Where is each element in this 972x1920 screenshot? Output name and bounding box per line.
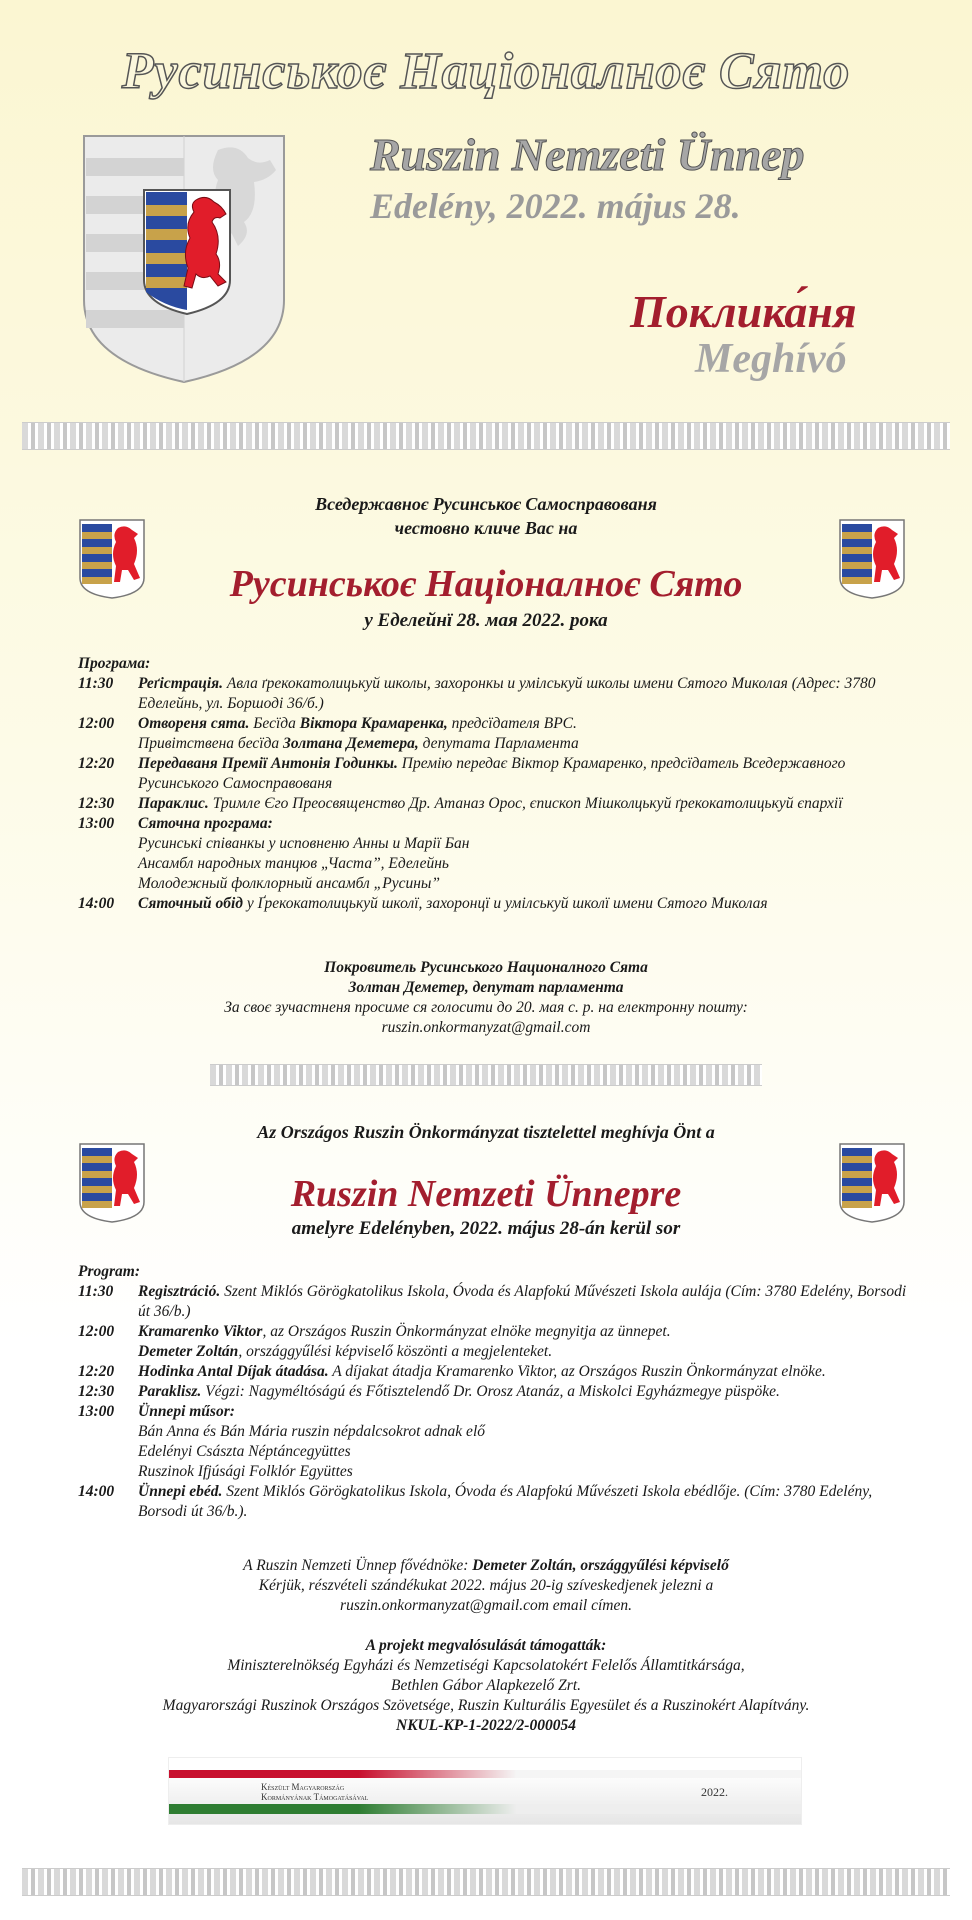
program-item [78, 1482, 910, 1522]
support-line: Bethlen Gábor Alapkezelő Zrt. [391, 1677, 581, 1694]
hungarian-intro: Az Országos Ruszin Önkormányzat tisztelettel meghívja Önt a [257, 1122, 715, 1142]
rusyn-program [78, 654, 910, 914]
program-text: , országgyűlési képviselő köszönti a megjelenteket. [238, 1343, 553, 1360]
program-time: 13:00 [78, 815, 115, 832]
register-line: За своє зучастненя просиме ся голосити до 20. мая с. р. на електронну пошту: [224, 999, 748, 1016]
page-title-hungarian: Ruszin Nemzeti Ünnep [370, 129, 805, 180]
program-text: Ruszinok Ifjúsági Folklór Együttes [138, 1463, 353, 1480]
program-text: Szent Miklós Görögkatolikus Iskola, Óvoda és Alapfokú Művészeti Iskola ebédlője. (Cím: 3780 Edelény, Borsodi út 36/b.). [138, 1483, 873, 1520]
program-title: Ünnepi ebéd. [138, 1483, 223, 1500]
hungarian-event-place: amelyre Edelényben, 2022. május 28-án kerül sor [291, 1218, 681, 1239]
program-title: Отвореня сята. [138, 715, 250, 732]
program-item [78, 814, 910, 894]
program-text: Русинські співанкы у исповненю Анны и Марії Бан [138, 835, 470, 852]
email-address: ruszin.onkormanyzat@gmail.com [381, 1019, 591, 1036]
register-line: Kérjük, részvételi szándékukat 2022. május 20-ig szíveskedjenek jelezni a [258, 1577, 714, 1594]
patron-prefix: A Ruszin Nemzeti Ünnep fővédnöke: [243, 1557, 473, 1574]
program-item [78, 1402, 910, 1482]
rusyn-event-title: Русинськоє Націоналноє Сято [229, 563, 743, 605]
program-text: Végzi: Nagyméltóságú és Főtisztelendő Dr. Orosz Atanáz, a Miskolci Egyházmegye püspöke. [201, 1383, 780, 1400]
program-time: 14:00 [78, 895, 115, 912]
program-text: Szent Miklós Görögkatolikus Iskola, Óvoda és Alapfokú Művészeti Iskola aulája (Cím: 3780 Edelény, Borsodi út 36/b.) [138, 1283, 907, 1320]
program-text: депутата Парламента [418, 735, 579, 752]
program-item [78, 894, 910, 914]
rusyn-intro [60, 492, 912, 540]
hungarian-event-title: Ruszin Nemzeti Ünnepre [290, 1173, 682, 1215]
program-text: Молодежный фолклорный ансамбл „Русины” [138, 875, 441, 892]
program-text: Bán Anna és Bán Mária ruszin népdalcsokrot adnak elő [138, 1423, 485, 1440]
program-item [78, 674, 910, 714]
program-title: Regisztráció. [138, 1283, 221, 1300]
program-time: 13:00 [78, 1403, 115, 1420]
program-time: 11:30 [78, 675, 114, 692]
support-line: Miniszterelnökség Egyházi és Nemzetiségi Kapcsolatokért Felelős Államtitkársága, [227, 1657, 745, 1674]
logo-text-line: Kormányának Támogatásával [261, 1792, 369, 1802]
page-title-rusyn: Русинськоє Націоналноє Сято [121, 43, 851, 100]
rusyn-intro-line2: честовно кличе Вас на [394, 518, 578, 538]
program-text: A díjakat átadja Kramarenko Viktor, az Országos Ruszin Önkormányzat elnöke. [328, 1363, 826, 1380]
program-text: Тримле Єго Преосвященство Др. Атаназ Орос, єпископ Мішколцькуй ґрекокатолицькуй єпархії [208, 795, 843, 812]
rusyn-event-place: у Еделейнї 28. мая 2022. рока [364, 610, 608, 631]
program-text: Ансамбл народных танцюв „Часта”, Еделейнь [138, 855, 449, 872]
program-time: 14:00 [78, 1483, 115, 1500]
program-item [78, 1282, 910, 1322]
ornamental-divider [22, 1868, 950, 1896]
program-text: Привітствена бесїда [138, 735, 284, 752]
program-text: предсїдателя ВРС. [447, 715, 577, 732]
support-line: Magyarországi Ruszinok Országos Szövetsége, Ruszin Kulturális Egyesület és a Ruszinokért Alapítvány. [162, 1697, 810, 1714]
hungarian-program [78, 1262, 910, 1522]
ornamental-divider [210, 1064, 762, 1086]
program-item [78, 1322, 910, 1362]
program-item [78, 794, 910, 814]
hungarian-patron-block [60, 1556, 912, 1616]
program-title: Параклис. [138, 795, 209, 812]
program-name: Золтана Деметера, [283, 735, 419, 752]
coat-of-arms-large [78, 130, 290, 388]
program-text: Авла ґрекокатолицькуй школы, захоронкы и умілськуй школы имени Сятого Миколая (Адрес: 3780 Еделейнь, ул. Боршоді 36/б.) [138, 675, 876, 712]
patron-line: Покровитель Русинського Националного Сята [324, 959, 648, 976]
program-time: 11:30 [78, 1283, 114, 1300]
program-text: у Ґрекокатолицькуй школї, захоронцї и умілськуй школї имени Сятого Миколая [243, 895, 768, 912]
project-code: NKUL-KP-1-2022/2-000054 [396, 1717, 576, 1734]
logo-text-line: Készült Magyarország [261, 1782, 345, 1792]
government-support-logo [168, 1757, 802, 1825]
program-text: Премію передає Віктор Крамаренко, предсїдатель Вседержавного Русинського Самосправованя [138, 755, 846, 792]
invitation-heading-hungarian: Meghívó [695, 336, 847, 382]
program-name: Віктора Крамаренка, [299, 715, 448, 732]
program-time: 12:20 [78, 1363, 115, 1380]
program-heading: Program: [78, 1263, 140, 1280]
patron-name: Demeter Zoltán, országgyűlési képviselő [472, 1557, 729, 1574]
support-block [60, 1636, 912, 1736]
program-item [78, 714, 910, 754]
program-item [78, 754, 910, 794]
program-time: 12:00 [78, 715, 115, 732]
program-time: 12:30 [78, 795, 115, 812]
program-title: Ünnepi műsor: [138, 1403, 235, 1420]
patron-name: Золтан Деметер, депутат парламента [348, 979, 624, 996]
flag-stripe-red [169, 1770, 801, 1778]
program-title: Hodinka Antal Díjak átadása. [138, 1363, 329, 1380]
program-time: 12:00 [78, 1323, 115, 1340]
program-text: , az Országos Ruszin Önkormányzat elnöke megnyitja az ünnepet. [262, 1323, 671, 1340]
logo-year: 2022. [701, 1785, 728, 1799]
support-heading: A projekt megvalósulását támogatták: [365, 1637, 607, 1654]
program-text: Edelényi Császta Néptáncegyüttes [138, 1443, 351, 1460]
logo-text [261, 1782, 368, 1802]
rusyn-intro-line1: Вседержавноє Русинськоє Самосправованя [315, 494, 657, 514]
program-title: Реґістрація. [138, 675, 224, 692]
program-title: Paraklisz. [138, 1383, 202, 1400]
rusyn-patron-block [60, 958, 912, 1038]
program-name: Demeter Zoltán [138, 1343, 239, 1360]
program-heading: Програма: [78, 655, 151, 672]
program-title: Передаваня Премії Антонія Годинкы. [138, 755, 398, 772]
register-line: ruszin.onkormanyzat@gmail.com email címen. [340, 1597, 632, 1614]
program-title: Kramarenko Viktor [138, 1323, 263, 1340]
program-item [78, 1362, 910, 1382]
event-date-subtitle: Edelény, 2022. május 28. [370, 186, 741, 226]
program-title: Сяточна програма: [138, 815, 273, 832]
program-item [78, 1382, 910, 1402]
invitation-heading-rusyn: Поклика́ня [630, 286, 857, 337]
program-time: 12:20 [78, 755, 115, 772]
program-title: Сяточный обід [138, 895, 243, 912]
flag-stripe-green [169, 1804, 801, 1814]
ornamental-divider [22, 422, 950, 450]
program-time: 12:30 [78, 1383, 115, 1400]
program-text: Бесїда [253, 715, 300, 732]
